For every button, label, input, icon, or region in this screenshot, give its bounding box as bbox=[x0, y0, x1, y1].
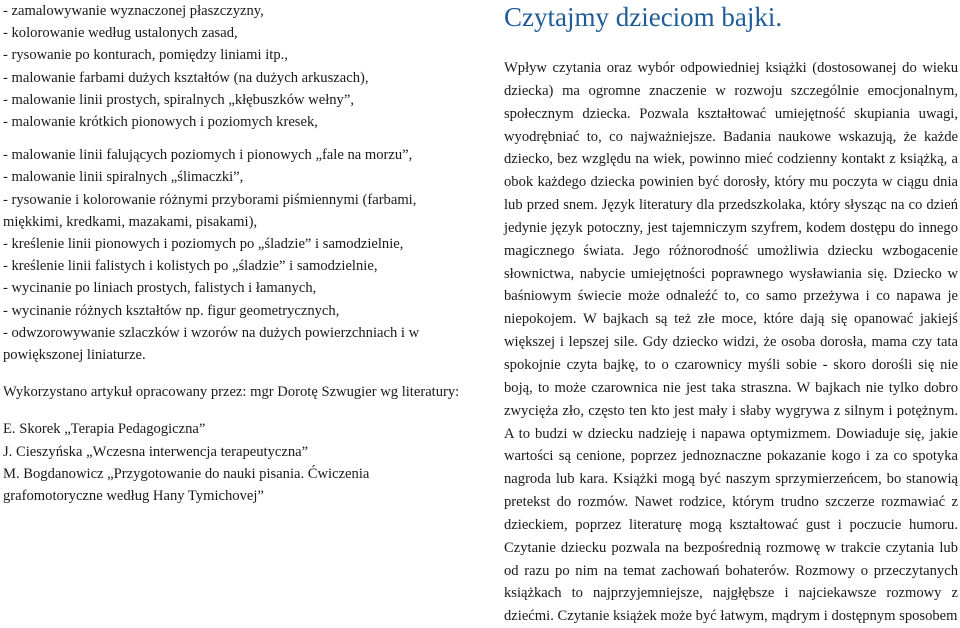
exercise-item: - malowanie linii spiralnych „ślimaczki”, bbox=[3, 169, 244, 186]
exercise-item: - wycinanie różnych kształtów np. figur geometrycznych, bbox=[3, 302, 340, 319]
literature-item: J. Cieszyńska „Wczesna interwencja terapeutyczna” bbox=[3, 443, 309, 460]
exercise-item: - malowanie krótkich pionowych i poziomych kresek, bbox=[3, 114, 318, 131]
exercise-item: - kreślenie linii falistych i kolistych po „śladzie” i samodzielnie, bbox=[3, 258, 378, 275]
spacer bbox=[3, 133, 471, 144]
exercise-item: - malowanie linii prostych, spiralnych „kłębuszków wełny”, bbox=[3, 91, 354, 108]
left-column bbox=[3, 0, 471, 507]
spacer bbox=[3, 366, 471, 381]
exercise-item: - odwzorowywanie szlaczków i wzorów na dużych powierzchniach i w powiększonej liniaturze. bbox=[3, 324, 420, 364]
exercise-item: - zamalowywanie wyznaczonej płaszczyzny, bbox=[3, 3, 264, 19]
literature-item: M. Bogdanowicz „Przygotowanie do nauki pisania. Ćwiczenia grafomotoryczne według Hany Tymichovej” bbox=[3, 465, 370, 505]
right-column bbox=[504, 0, 958, 628]
exercise-item: - wycinanie po liniach prostych, falistych i łamanych, bbox=[3, 280, 317, 297]
article-body: Wpływ czytania oraz wybór odpowiedniej książki (dostosowanej do wieku dziecka) ma ogromne znaczenie w rozwoju szczególnie emocjonalnym, społecznym dziecka. Pozwala kształtować umiejętność skupiania uwagi, wyodrębniać to, co najważniejsze. Badania naukowe wskazują, że każde dziecko, bez względu na wiek, powinno mieć codzienny kontakt z książką, a obok każdego dziecka powinien być dorosły, który mu poczyta w ciągu dnia lub przed snem. Język literatury dla przedszkolaka, który słysząc na co dzień jedynie język potoczny, jest tajemniczym szyfrem, kodem dostępu do innego magicznego świata. Jego różnorodność umożliwia dziecku wzbogacenie słownictwa, nabycie umiejętności poprawnego wysławiania się. Dziecko w baśniowym świecie może odnaleźć to, co samo przeżywa i co napawa je niepokojem. W bajkach są też złe moce, które dają się opanować jakiejś większej i lepszej sile. Gdy dziecko widzi, że osoba dorosła, mama czy tata spokojnie czyta bajkę, to o czarownicy myśli sobie - skoro dorośli się nie boją, to może czarownica nie jest taka straszna. W bajkach nie tylko dobro zwycięża zło, często ten kto jest mały i słaby wygrywa z silnym i potężnym. A to budzi w dziecku nadzieję i napawa optymizmem. Dowiaduje się, jakie wartości są cenione, poprzez jednoznaczne pokazanie kogo i za co spotyka nagroda lub kara. Książki mogą być naszym sprzymierzeńcem, bo stanowią pretekst do rozmów. Nawet rodzice, którym trudno szczerze rozmawiać z dzieckiem, poprzez literaturę mogą kształtować gust i poczucie humoru. Czytanie dziecku pozwala na bezpośrednią rozmowę w trakcie czytania lub od razu po nim na temat zachowań bohaterów. Rozmowy o przeczytanych książkach to najprzyjemniejsze, najgłębsze i najciekawsze rozmowy z dziećmi. Czytanie książek może być łatwym, mądrym i dostępnym sposobem bbox=[504, 60, 958, 625]
article-title: Czytajmy dzieciom bajki. bbox=[504, 2, 783, 32]
exercise-item: - kreślenie linii pionowych i poziomych po „śladzie” i samodzielnie, bbox=[3, 236, 404, 253]
credit-note: Wykorzystano artykuł opracowany przez: mgr Dorotę Szwugier wg literatury: bbox=[3, 384, 460, 401]
literature-item: E. Skorek „Terapia Pedagogiczna” bbox=[3, 421, 206, 438]
exercise-item: - kolorowanie według ustalonych zasad, bbox=[3, 25, 238, 42]
exercise-item: - malowanie linii falujących poziomych i pionowych „fale na morzu”, bbox=[3, 147, 413, 164]
exercise-item: - malowanie farbami dużych kształtów (na dużych arkuszach), bbox=[3, 69, 369, 86]
exercise-item: - rysowanie i kolorowanie różnymi przyborami piśmiennymi (farbami, miękkimi, kredkami, mazakami, pisakami), bbox=[3, 191, 417, 230]
exercise-item: - rysowanie po konturach, pomiędzy liniami itp., bbox=[3, 47, 288, 64]
spacer bbox=[3, 403, 471, 418]
